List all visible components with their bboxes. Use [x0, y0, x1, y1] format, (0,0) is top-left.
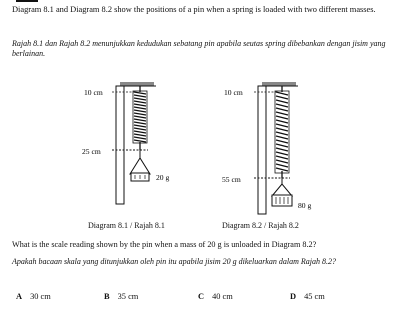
ruler-2	[258, 86, 266, 214]
option-letter: D	[290, 292, 297, 301]
diagram-8-1	[82, 82, 169, 204]
option-a[interactable]	[16, 292, 51, 301]
question-text-ms: Apakah bacaan skala yang ditunjukkan oleh pin itu apabila jisim 20 g dikeluarkan dalam Rajah 8.2?	[12, 257, 336, 266]
spring-1	[133, 86, 147, 150]
diagram1-mass-label: 20 g	[156, 173, 170, 182]
diagram-8-2	[222, 82, 311, 214]
option-letter: A	[16, 292, 23, 301]
diagram2-caption: Diagram 8.2 / Rajah 8.2	[222, 221, 299, 230]
option-text: 30 cm	[30, 292, 51, 301]
option-text: 40 cm	[212, 292, 233, 301]
diagram2-pin-label: 55 cm	[222, 175, 241, 184]
diagram1-top-label: 10 cm	[84, 88, 103, 97]
option-letter: C	[198, 292, 205, 301]
question-intro-en: Diagram 8.1 and Diagram 8.2 show the positions of a pin when a spring is loaded with two different masses.	[12, 5, 376, 14]
diagram2-top-label: 10 cm	[224, 88, 243, 97]
question-intro-ms: Rajah 8.1 dan Rajah 8.2 menunjukkan kedudukan sebatang pin apabila seutas spring dibebankan dengan jisim yang berlainan.	[12, 39, 386, 58]
diagram2-mass-label: 80 g	[298, 201, 312, 210]
option-d[interactable]	[290, 292, 325, 301]
mass-2	[272, 195, 292, 206]
spring-2	[275, 86, 289, 178]
diagram1-pin-label: 25 cm	[82, 147, 101, 156]
spring-diagrams	[0, 74, 408, 236]
diagram1-caption: Diagram 8.1 / Rajah 8.1	[88, 221, 165, 230]
option-text: 35 cm	[117, 292, 139, 301]
option-letter: B	[104, 292, 110, 301]
ruler-1	[116, 86, 124, 204]
question-text-en: What is the scale reading shown by the pin when a mass of 20 g is unloaded in Diagram 8.2?	[12, 240, 317, 249]
option-text: 45 cm	[304, 292, 325, 301]
option-c[interactable]	[198, 292, 233, 301]
option-b[interactable]	[104, 292, 138, 301]
